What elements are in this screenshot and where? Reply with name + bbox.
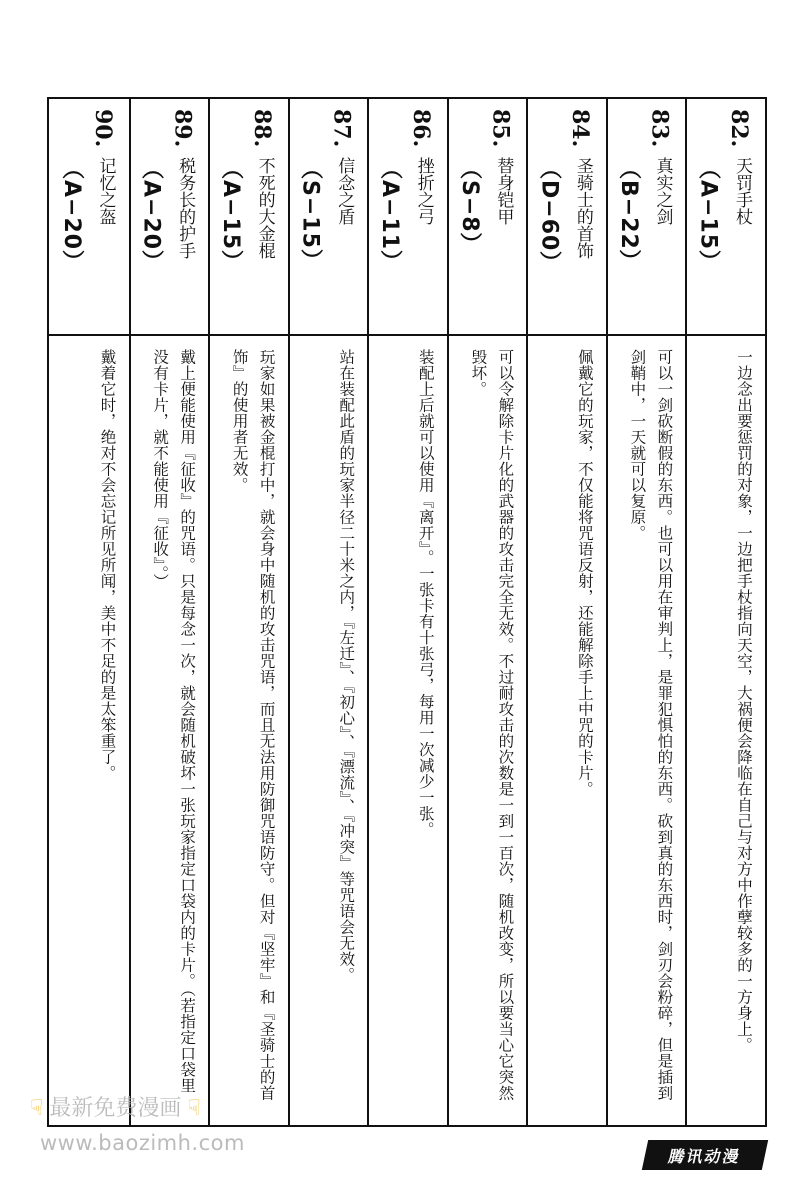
item-number: 90.: [89, 109, 116, 148]
pointing-hand-icon: ☟: [30, 1096, 44, 1121]
item-code: （A−15）: [695, 157, 721, 274]
item-code: （S−15）: [297, 157, 323, 272]
item-code: （A−20）: [138, 157, 164, 274]
item-description: 戴着它时，绝对不会忘记所见所闻，美中不足的是太笨重了。: [98, 349, 117, 781]
item-number: 85.: [487, 109, 514, 148]
item-name: 信念之盾: [334, 157, 355, 225]
item-code: （A−20）: [59, 157, 84, 274]
column-divider: [526, 99, 528, 1125]
column-divider: [208, 99, 210, 1125]
item-name: 真实之剑: [652, 157, 673, 225]
item-description: 可以令解除卡片化的武器的攻击完全无效。不过耐攻击的次数是一到一百次，随机改变，所以要当心它突然毁坏。: [469, 349, 515, 1101]
item-name: 税务长的护手: [175, 157, 196, 259]
item-name: 天罚手杖: [732, 157, 752, 225]
item-description: 玩家如果被金棍打中，就会身中随机的攻击咒语，而且无法用防御咒语防守。但对『坚牢』和『圣骑士的首饰』的使用者无效。: [230, 349, 276, 1101]
header-divider: [49, 334, 765, 336]
pointing-hand-icon: ☟: [187, 1096, 201, 1121]
item-number: 86.: [408, 109, 434, 148]
item-table: [47, 97, 767, 1127]
column-divider: [367, 99, 369, 1125]
item-code: （A−11）: [377, 157, 403, 274]
column-divider: [606, 99, 608, 1125]
column-divider: [447, 99, 449, 1125]
item-name: 圣骑士的首饰: [572, 157, 593, 259]
watermark-text: 最新免费漫画: [49, 1096, 182, 1121]
column-divider: [685, 99, 687, 1125]
item-code: （B−22）: [615, 157, 641, 273]
item-code: （A−15）: [218, 157, 244, 274]
item-code: （D−60）: [536, 157, 562, 275]
item-name: 替身铠甲: [493, 157, 514, 225]
item-number: 89.: [169, 109, 196, 148]
item-code: （S−8）: [456, 157, 482, 256]
item-description: 装配上后就可以使用『离开』。一张卡有十张弓，每用一次减少一张。: [416, 349, 435, 838]
item-number: 88.: [248, 109, 275, 148]
item-number: 82.: [726, 109, 753, 148]
item-description: 站在装配此盾的玩家半径二十米之内，『左迁』、『初心』、『漂流』、『冲突』等咒语会无效。: [337, 349, 356, 983]
column-divider: [288, 99, 290, 1125]
watermark: [30, 1092, 330, 1172]
item-description: 一边念出要惩罚的对象，一边把手杖指向天空，大祸便会降临在自己与对方中作孽较多的一方身上。: [734, 349, 753, 1053]
watermark-url: www.baozimh.com: [40, 1131, 245, 1155]
item-number: 84.: [567, 109, 594, 148]
item-name: 记忆之盔: [95, 157, 116, 225]
item-name: 挫折之弓: [413, 157, 434, 225]
item-name: 不死的大金棍: [254, 157, 275, 259]
item-description: 戴上便能使用『征收』的咒语。只是每念一次，就会随机破坏一张玩家指定口袋内的卡片。（若指定口袋里没有卡片，就不能使用『征收』。）: [151, 349, 197, 1094]
item-number: 87.: [328, 109, 355, 148]
publisher-logo: 腾讯动漫: [642, 1140, 768, 1170]
item-description: 佩戴它的玩家，不仅能将咒语反射，还能解除手上中咒的卡片。: [575, 349, 594, 797]
item-number: 83.: [646, 109, 673, 148]
column-divider: [129, 99, 131, 1125]
item-description: 可以一剑砍断假的东西。也可以用在审判上，是罪犯惧怕的东西。砍到真的东西时，剑刃会粉碎，但是插到剑鞘中，一天就可以复原。: [628, 349, 674, 1101]
